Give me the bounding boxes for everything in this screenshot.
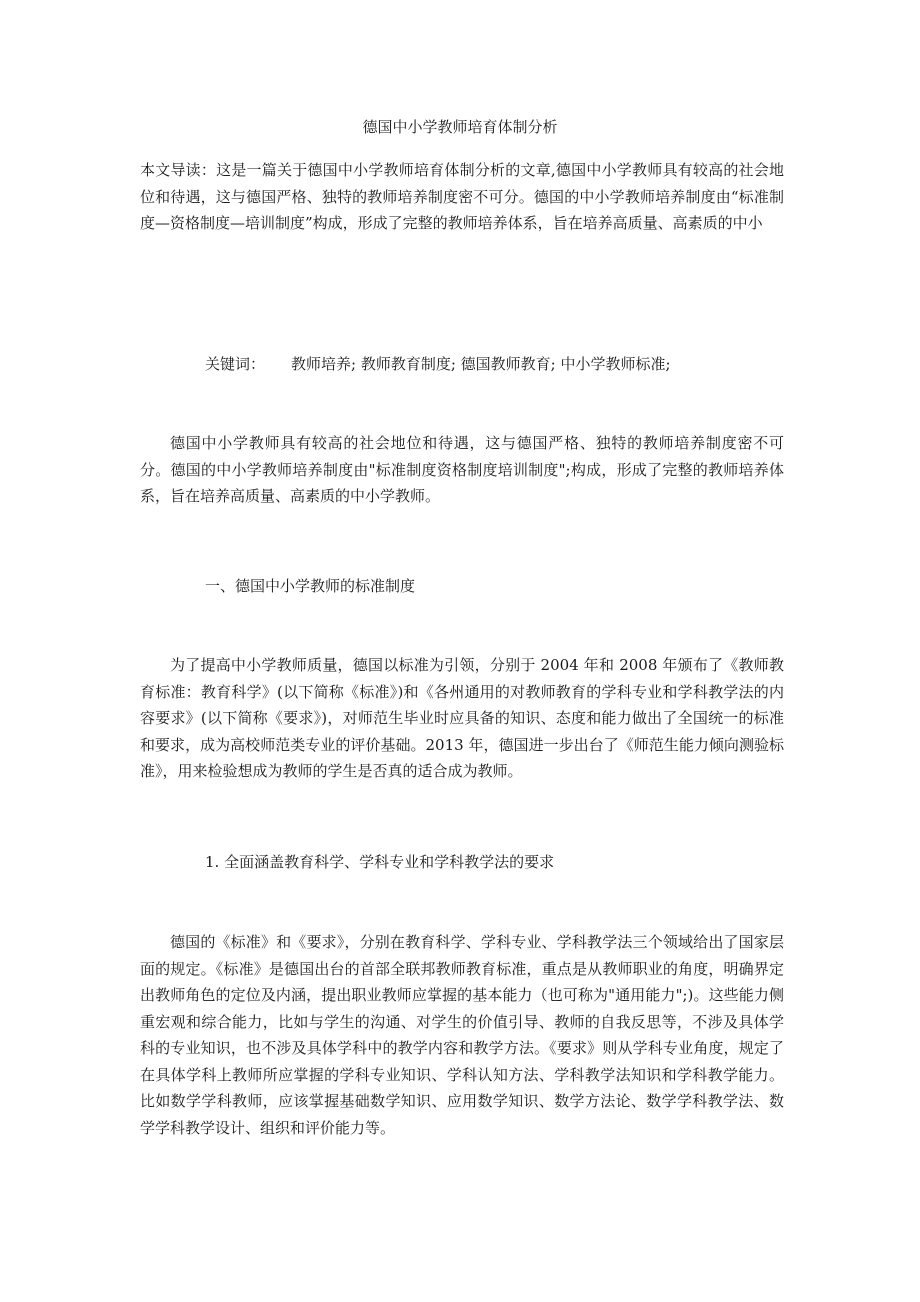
- keywords-line: [205, 351, 765, 378]
- body-paragraph-2: 为了提高中小学教师质量，德国以标准为引领，分别于 2004 年和 2008 年颁布了《教师教育标准：教育科学》(以下简称《标准》)和《各州通用的对教师教育的学科专业和学科教学法的内容要求》(以下简称《要求》)，对师范生毕业时应具备的知识、态度和能力做出了全国统一的标准和要求，成为高校师范类专业的评价基础。2013 年，德国进一步出台了《师范生能力倾向测验标准》，用来检验想成为教师的学生是否真的适合成为教师。: [140, 656, 784, 780]
- section-heading-1: 一、德国中小学教师的标准制度: [205, 577, 416, 595]
- section-heading-2: 1. 全面涵盖教育科学、学科专业和学科教学法的要求: [205, 853, 555, 871]
- body-paragraph-1: 德国中小学教师具有较高的社会地位和待遇，这与德国严格、独特的教师培养制度密不可分。德国的中小学教师培养制度由"标准制度资格制度培训制度";构成，形成了完整的教师培养体系，旨在培养高质量、高素质的中小学教师。: [140, 434, 784, 505]
- keywords-label: 关键词：: [205, 355, 266, 373]
- abstract-paragraph: 本文导读：这是一篇关于德国中小学教师培育体制分析的文章,德国中小学教师具有较高的社会地位和待遇，这与德国严格、独特的教师培养制度密不可分。德国的中小学教师培养制度由“标准制度—资格制度—培训制度”构成，形成了完整的教师培养体系，旨在培养高质量、高素质的中小: [140, 161, 784, 232]
- document-title: 德国中小学教师培育体制分析: [362, 118, 558, 136]
- keywords-text: 教师培养; 教师教育制度; 德国教师教育; 中小学教师标准;: [291, 355, 671, 373]
- body-paragraph-3: 德国的《标准》和《要求》，分别在教育科学、学科专业、学科教学法三个领域给出了国家层面的规定。《标准》是德国出台的首部全联邦教师教育标准，重点是从教师职业的角度，明确界定出教师角色的定位及内涵，提出职业教师应掌握的基本能力（也可称为"通用能力";)。这些能力侧重宏观和综合能力，比如与学生的沟通、对学生的价值引导、教师的自我反思等，不涉及具体学科的专业知识，也不涉及具体学科中的教学内容和教学方法。《要求》则从学科专业角度，规定了在具体学科上教师所应掌握的学科专业知识、学科认知方法、学科教学法知识和学科教学能力。比如数学学科教师，应该掌握基础数学知识、应用数学知识、数学方法论、数学学科教学法、数学学科教学设计、组织和评价能力等。: [140, 933, 784, 1137]
